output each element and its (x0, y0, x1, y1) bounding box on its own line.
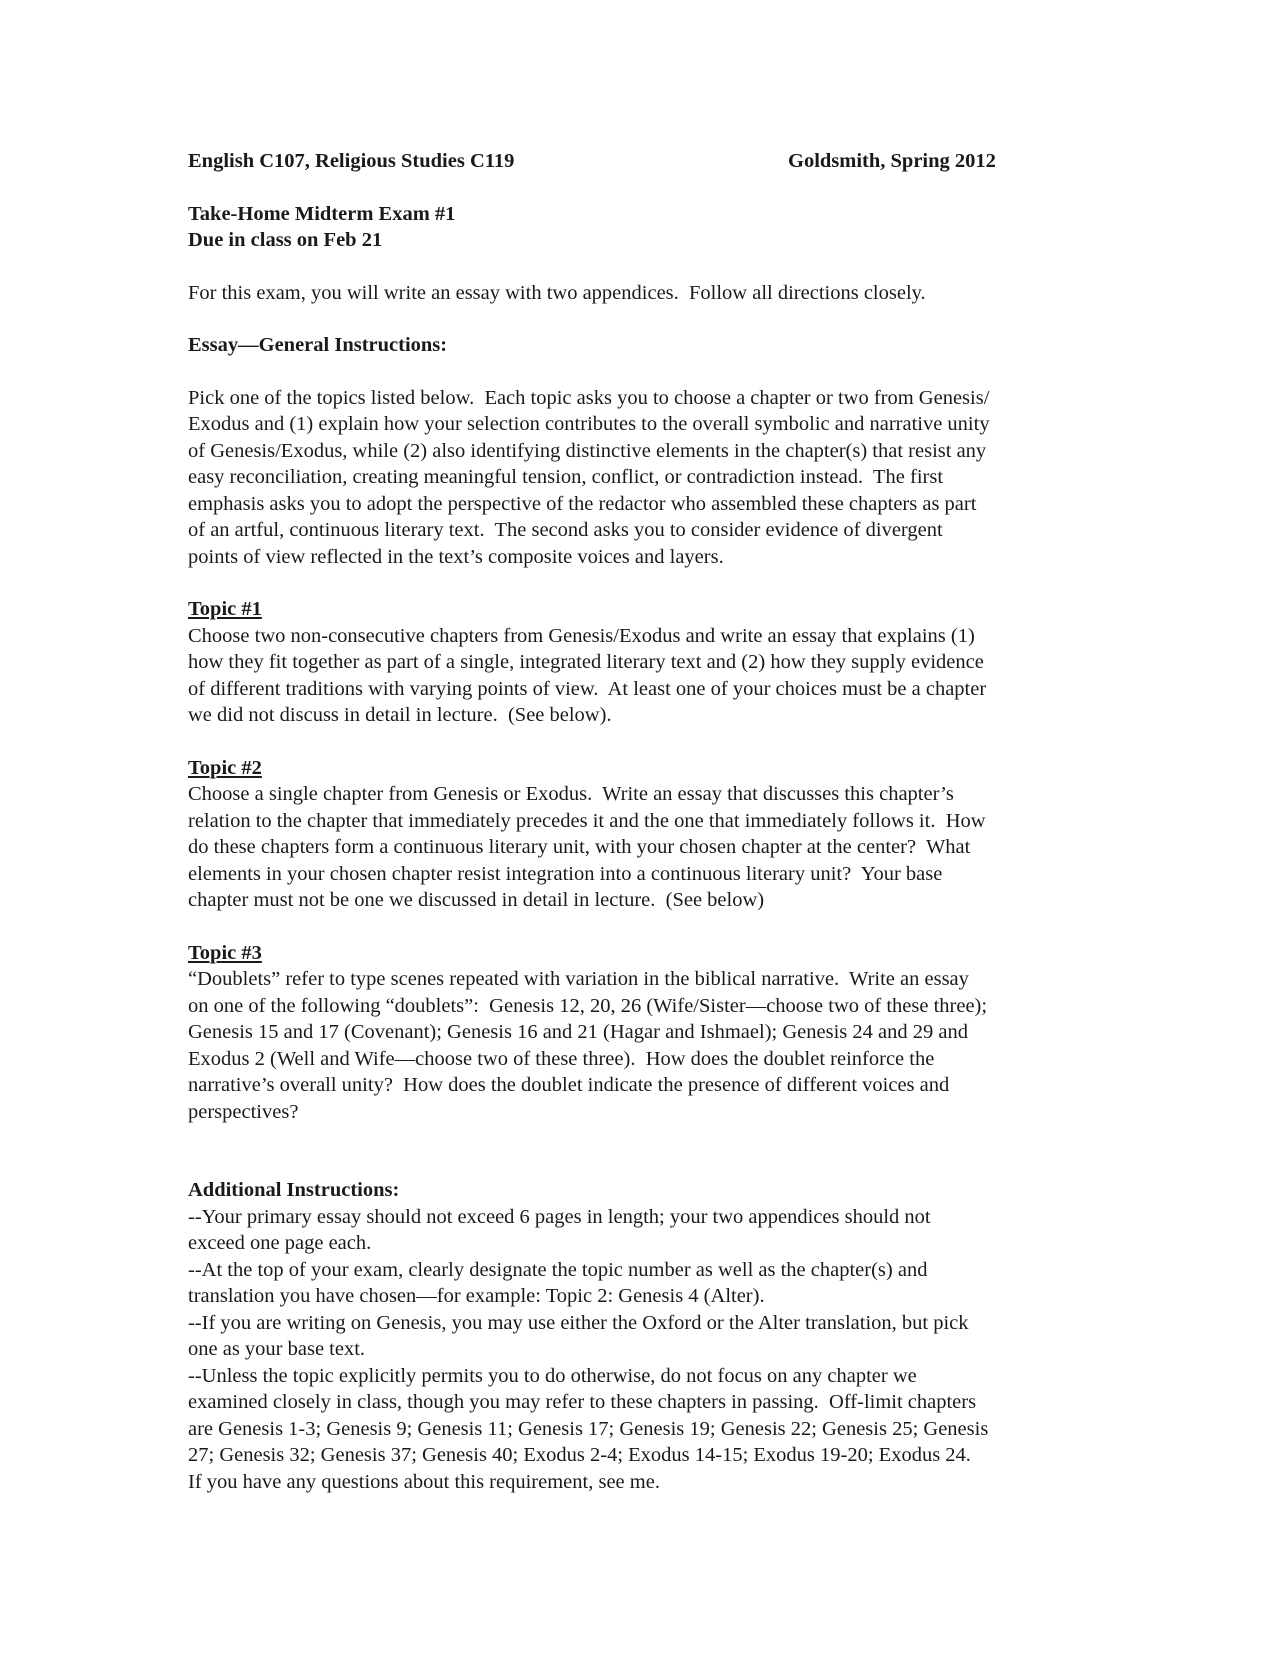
instructor-term: Goldsmith, Spring 2012 (788, 150, 996, 172)
paragraph-line: relation to the chapter that immediately precedes it and the one that immediately follows it. How (188, 809, 986, 832)
topic-2-title: Topic #2 (188, 756, 262, 779)
additional-instructions-section (188, 1177, 1088, 1495)
paragraph-line: Exodus 2 (Well and Wife—choose two of these three). How does the doublet reinforce the (188, 1047, 935, 1070)
exam-due-date: Due in class on Feb 21 (188, 229, 383, 251)
intro-text: For this exam, you will write an essay with two appendices. Follow all directions closely. (188, 281, 926, 304)
paragraph-line: how they fit together as part of a single, integrated literary text and (2) how they supply evidence (188, 651, 984, 673)
paragraph-line: translation you have chosen—for example: Topic 2: Genesis 4 (Alter). (188, 1285, 765, 1307)
paragraph-line: 27; Genesis 32; Genesis 37; Genesis 40; Exodus 2-4; Exodus 14-15; Exodus 19-20; Exodus 24. (188, 1444, 971, 1466)
paragraph-line: Genesis 15 and 17 (Covenant); Genesis 16 and 21 (Hagar and Ishmael); Genesis 24 and 29 and (188, 1021, 968, 1043)
paragraph-line: If you have any questions about this requirement, see me. (188, 1470, 660, 1493)
paragraph-line: exceed one page each. (188, 1232, 372, 1254)
topic-2-section (188, 755, 1088, 914)
topic-3-title: Topic #3 (188, 941, 262, 964)
general-instructions-paragraph (188, 385, 1088, 571)
paragraph-line: Choose a single chapter from Genesis or Exodus. Write an essay that discusses this chapter’s (188, 783, 954, 805)
exam-document (188, 148, 1088, 1495)
general-instructions-heading: Essay—General Instructions: (188, 334, 448, 356)
paragraph-line: --Unless the topic explicitly permits you to do otherwise, do not focus on any chapter we (188, 1364, 917, 1387)
paragraph-line: chapter must not be one we discussed in detail in lecture. (See below) (188, 889, 765, 911)
paragraph-line: of different traditions with varying points of view. At least one of your choices must be a chapter (188, 677, 987, 700)
paragraph-line: we did not discuss in detail in lecture. (See below). (188, 704, 612, 726)
paragraph-line: Choose two non-consecutive chapters from Genesis/Exodus and write an essay that explains (1) (188, 624, 975, 647)
paragraph-line: examined closely in class, though you may refer to these chapters in passing. Off-limit chapters (188, 1391, 977, 1413)
topic-3-section (188, 940, 1088, 1126)
paragraph-line: “Doublets” refer to type scenes repeated with variation in the biblical narrative. Write an essay (188, 968, 969, 990)
paragraph-line: Exodus and (1) explain how your selection contributes to the overall symbolic and narrative unity (188, 413, 990, 435)
topic-1-title: Topic #1 (188, 598, 262, 620)
paragraph-line: --If you are writing on Genesis, you may use either the Oxford or the Alter translation, but pick (188, 1311, 969, 1334)
additional-instructions-heading: Additional Instructions: (188, 1179, 400, 1201)
paragraph-line: of Genesis/Exodus, while (2) also identifying distinctive elements in the chapter(s) that resist any (188, 439, 987, 462)
paragraph-line: Pick one of the topics listed below. Each topic asks you to choose a chapter or two from Genesis/ (188, 386, 990, 409)
course-header (188, 148, 1088, 175)
paragraph-line: elements in your chosen chapter resist integration into a continuous literary unit? Your base (188, 862, 943, 885)
paragraph-line: --At the top of your exam, clearly designate the topic number as well as the chapter(s) and (188, 1258, 928, 1281)
course-title: English C107, Religious Studies C119 (188, 150, 515, 172)
paragraph-line: points of view reflected in the text’s composite voices and layers. (188, 545, 724, 568)
paragraph-line: perspectives? (188, 1100, 299, 1123)
topic-1-section (188, 596, 1088, 729)
paragraph-line: easy reconciliation, creating meaningful tension, conflict, or contradiction instead. The first (188, 466, 944, 488)
paragraph-line: one as your base text. (188, 1338, 366, 1360)
paragraph-line: narrative’s overall unity? How does the doublet indicate the presence of different voices and (188, 1074, 950, 1096)
paragraph-line: on one of the following “doublets”: Genesis 12, 20, 26 (Wife/Sister—choose two of these three); (188, 994, 988, 1017)
paragraph-line: --Your primary essay should not exceed 6 pages in length; your two appendices should not (188, 1205, 931, 1228)
exam-title: Take-Home Midterm Exam #1 (188, 202, 456, 225)
paragraph-line: emphasis asks you to adopt the perspective of the redactor who assembled these chapters as part (188, 492, 977, 515)
paragraph-line: are Genesis 1-3; Genesis 9; Genesis 11; Genesis 17; Genesis 19; Genesis 22; Genesis 25; Genesis (188, 1417, 989, 1440)
paragraph-line: of an artful, continuous literary text. The second asks you to consider evidence of divergent (188, 519, 943, 541)
paragraph-line: do these chapters form a continuous literary unit, with your chosen chapter at the center? What (188, 836, 971, 858)
